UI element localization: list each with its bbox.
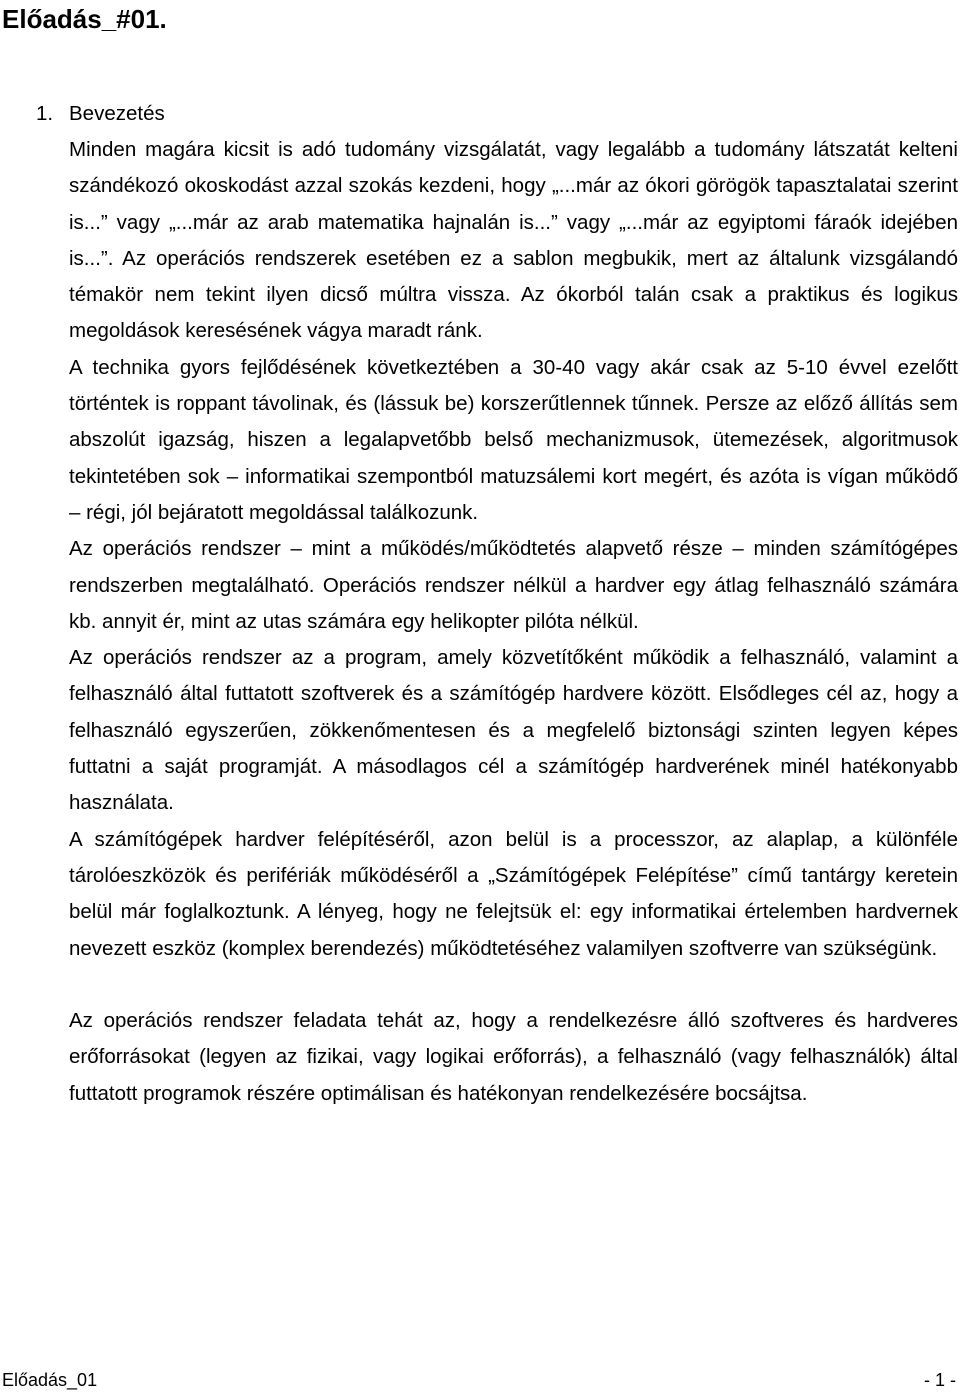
paragraph: Az operációs rendszer feladata tehát az, hogy a rendelkezésre álló szoftveres és hardveres erőforrásokat (legyen az fizikai, vagy logikai erőforrás), a felhasználó (vagy felhasználók) által futtatott programok részére optimálisan és hatékonyan rendelkezésére bocsájtsa. (69, 1009, 958, 1105)
paragraph: Minden magára kicsit is adó tudomány vizsgálatát, vagy legalább a tudomány látszatát kelteni szándékozó okoskodást azzal szokás kezdeni, hogy „...már az ókori görögök tapasztalatai szerint is...” vagy „...már az arab matematika hajnalán is...” vagy „...már az egyiptomi fáraók idejében is...”. Az operációs rendszerek esetében ez a sablon megbukik, mert az általunk vizsgálandó témakör nem tekint ilyen dicső múltra vissza. Az ókorból talán csak a praktikus és logikus megoldások keresésének vágya maradt ránk. (69, 138, 958, 343)
section-body (69, 132, 958, 1112)
footer-document-name: Előadás_01 (2, 1370, 98, 1390)
paragraph: Az operációs rendszer az a program, amely közvetítőként működik a felhasználó, valamint a felhasználó által futtatott szoftverek és a számítógép hardvere között. Elsődleges cél az, hogy a felhasználó egyszerűen, zökkenőmentesen és a megfelelő biztonsági szinten legyen képes futtatni a saját programját. A másodlagos cél a számítógép hardverének minél hatékonyabb használata. (69, 646, 958, 815)
document-title: Előadás_#01. (2, 4, 167, 34)
paragraph-spacer (69, 967, 958, 1003)
paragraph: Az operációs rendszer – mint a működés/működtetés alapvető része – minden számítógépes rendszerben megtalálható. Operációs rendszer nélkül a hardver egy átlag felhasználó számára kb. annyit ér, mint az utas számára egy helikopter pilóta nélkül. (69, 537, 958, 633)
paragraph: A technika gyors fejlődésének következtében a 30-40 vagy akár csak az 5-10 évvel ezelőtt történtek is roppant távolinak, és (lássuk be) korszerűtlennek tűnnek. Persze az előző állítás sem abszolút igazság, hiszen a legalapvetőbb belső mechanizmusok, ütemezések, algoritmusok tekintetében sok – informatikai szempontból matuzsálemi kort megért, és azóta is vígan működő – régi, jól bejáratott megoldással találkozunk. (69, 355, 958, 524)
paragraph: A számítógépek hardver felépítéséről, azon belül is a processzor, az alaplap, a különféle tárolóeszközök és perifériák működéséről a „Számítógépek Felépítése” című tantárgy keretein belül már foglalkoztunk. A lényeg, hogy ne felejtsük el: egy informatikai értelemben hardvernek nevezett eszköz (komplex berendezés) működtetéséhez valamilyen szoftverre van szükségünk. (69, 827, 958, 960)
section-heading: Bevezetés (69, 102, 165, 125)
footer-page-number: - 1 - (923, 1370, 956, 1390)
section-number: 1. (36, 102, 54, 125)
